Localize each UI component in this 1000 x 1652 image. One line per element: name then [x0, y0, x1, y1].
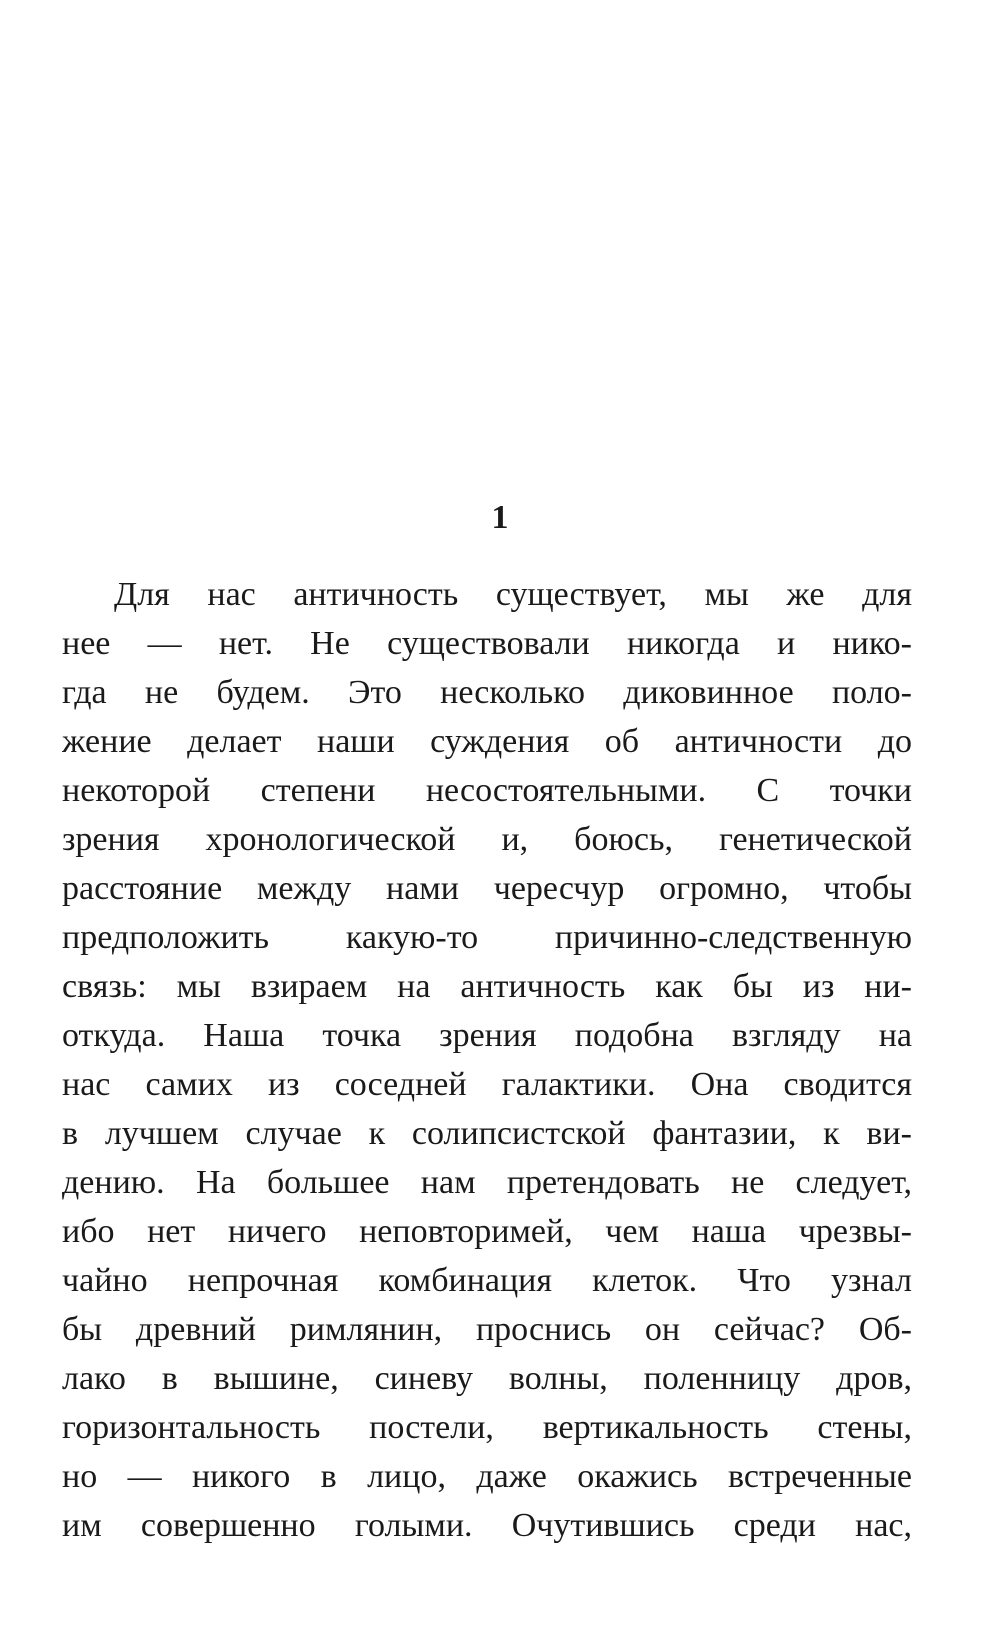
text-line: нее — нет. Не существовали никогда и нико-	[62, 625, 912, 662]
text-line: расстояние между нами чересчур огромно, чтобы	[62, 870, 912, 907]
text-line: предположить какую-то причинно-следственную	[62, 919, 912, 956]
text-line: Для нас античность существует, мы же для	[114, 576, 912, 613]
text-line: дению. На большее нам претендовать не следует,	[62, 1164, 912, 1201]
text-line: горизонтальность постели, вертикальность стены,	[62, 1409, 912, 1446]
text-line: жение делает наши суждения об античности до	[62, 723, 912, 760]
text-line: некоторой степени несостоятельными. С точки	[62, 772, 912, 809]
chapter-number: 1	[491, 499, 509, 536]
text-line: лако в вышине, синеву волны, поленницу дров,	[62, 1360, 912, 1397]
text-line: откуда. Наша точка зрения подобна взгляду на	[62, 1017, 912, 1054]
text-line: гда не будем. Это несколько диковинное поло-	[62, 674, 912, 711]
text-line: чайно непрочная комбинация клеток. Что узнал	[62, 1262, 912, 1299]
text-line: нас самих из соседней галактики. Она сводится	[62, 1066, 912, 1103]
text-line: в лучшем случае к солипсистской фантазии, к ви-	[62, 1115, 912, 1152]
text-line: связь: мы взираем на античность как бы из ни-	[62, 968, 912, 1005]
text-line: зрения хронологической и, боюсь, генетической	[62, 821, 912, 858]
text-line: бы древний римлянин, проснись он сейчас? Об-	[62, 1311, 912, 1348]
text-line: ибо нет ничего неповторимей, чем наша чрезвы-	[62, 1213, 912, 1250]
paragraph	[62, 570, 912, 1550]
text-line: им совершенно голыми. Очутившись среди нас,	[62, 1507, 912, 1544]
text-line: но — никого в лицо, даже окажись встреченные	[62, 1458, 912, 1495]
